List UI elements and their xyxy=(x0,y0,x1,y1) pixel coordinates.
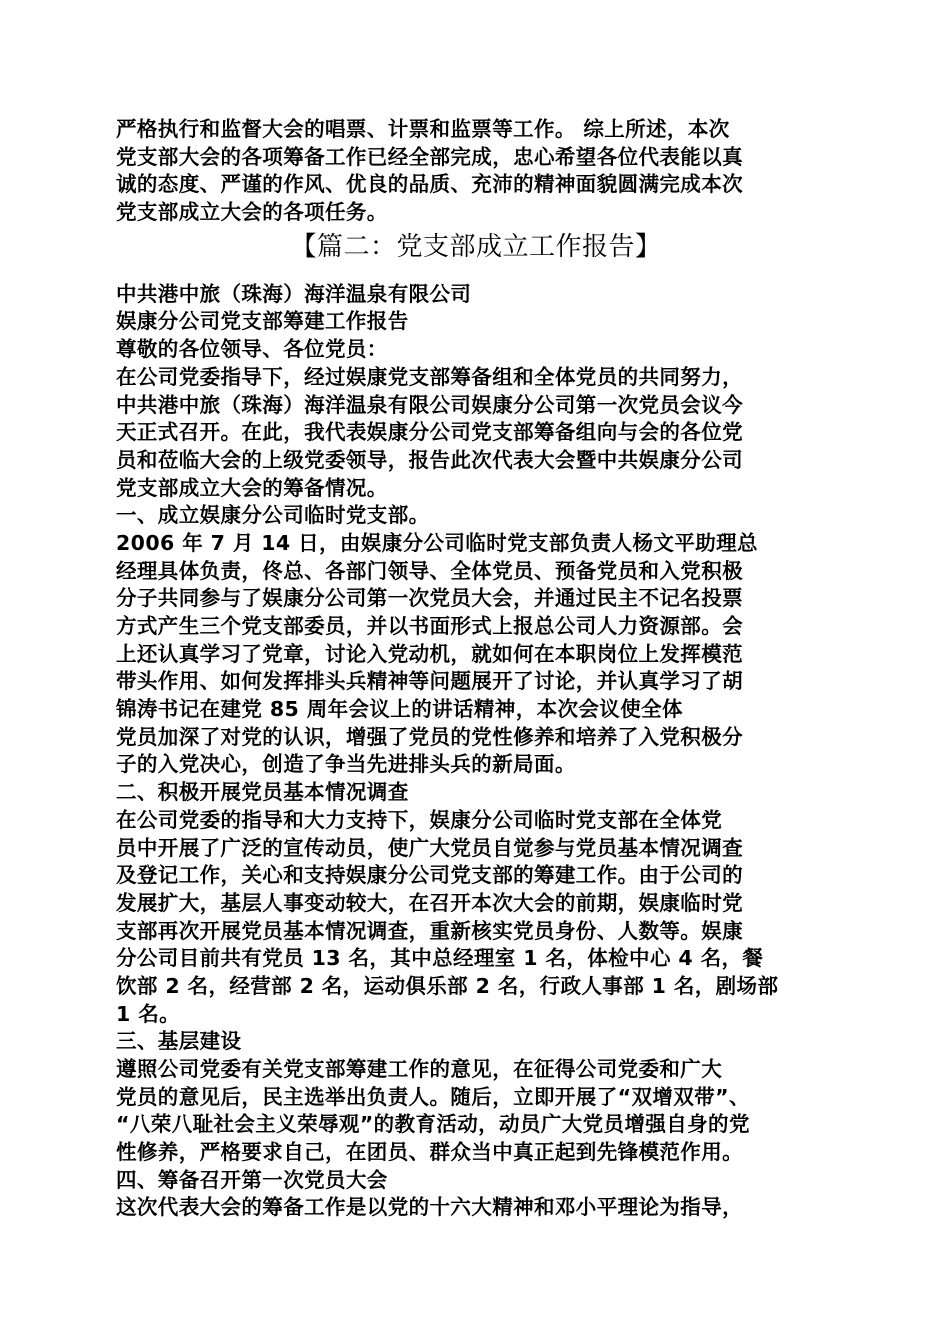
text-line: 分公司目前共有党员 13 名，其中总经理室 1 名，体检中心 4 名，餐 xyxy=(116,946,764,971)
text-line: “八荣八耻社会主义荣辱观”的教育活动，动员广大党员增强自身的党 xyxy=(116,1112,750,1137)
document-body xyxy=(116,116,836,1222)
heading-two-line: 二、积极开展党员基本情况调查 xyxy=(116,780,409,805)
text-line: 员中开展了广泛的宣传动员，使广大党员自觉参与党员基本情况调查 xyxy=(116,835,743,860)
text-line: 在公司党委指导下，经过娱康党支部筹备组和全体党员的共同努力， xyxy=(116,364,743,389)
text-line: 在公司党委的指导和大力支持下，娱康分公司临时党支部在全体党 xyxy=(116,807,723,832)
text-line: 1 名。 xyxy=(116,1001,181,1026)
text-line: 中共港中旅（珠海）海洋温泉有限公司娱康分公司第一次党员会议今 xyxy=(116,392,743,417)
text-line: 子的入党决心，创造了争当先进排头兵的新局面。 xyxy=(116,752,576,777)
text-line: 锦涛书记在建党 85 周年会议上的讲话精神，本次会议使全体 xyxy=(116,697,683,722)
text-line: 带头作用、如何发挥排头兵精神等问题展开了讨论，并认真学习了胡 xyxy=(116,669,743,694)
text-line: 员和莅临大会的上级党委领导，报告此次代表大会暨中共娱康分公司 xyxy=(116,447,743,472)
text-line: 方式产生三个党支部委员，并以书面形式上报总公司人力资源部。会 xyxy=(116,614,743,638)
text-line: 党支部成立大会的各项任务。 xyxy=(116,200,388,225)
text-line: 遵照公司党委有关党支部筹建工作的意见，在征得公司党委和广大 xyxy=(116,1057,723,1081)
text-line: 发展扩大，基层人事变动较大，在召开本次大会的前期，娱康临时党 xyxy=(116,890,743,915)
section-title: 【篇二：党支部成立工作报告】 xyxy=(290,231,662,262)
text-line: 党支部成立大会的筹备情况。 xyxy=(116,475,388,500)
section-one-text xyxy=(116,116,836,227)
heading-four-line: 四、筹备召开第一次党员大会 xyxy=(116,1167,388,1192)
text-line: 天正式召开。在此，我代表娱康分公司党支部筹备组向与会的各位党 xyxy=(116,420,743,445)
text-line: 党支部大会的各项筹备工作已经全部完成，忠心希望各位代表能以真 xyxy=(116,144,743,169)
section-two-text xyxy=(116,281,836,1222)
text-line: 诚的态度、严谨的作风、优良的品质、充沛的精神面貌圆满完成本次 xyxy=(116,172,743,197)
text-line: 这次代表大会的筹备工作是以党的十六大精神和邓小平理论为指导， xyxy=(116,1195,743,1220)
text-line: 党员加深了对党的认识，增强了党员的党性修养和培养了入党积极分 xyxy=(116,724,743,749)
report-title-line: 娱康分公司党支部筹建工作报告 xyxy=(116,309,409,334)
text-line: 饮部 2 名，经营部 2 名，运动俱乐部 2 名，行政人事部 1 名，剧场部 xyxy=(116,973,779,998)
text-line: 支部再次开展党员基本情况调查，重新核实党员身份、人数等。娱康 xyxy=(116,918,743,943)
heading-one-line: 一、成立娱康分公司临时党支部。 xyxy=(116,503,430,528)
text-line: 党员的意见后，民主选举出负责人。随后，立即开展了“双增双带”、 xyxy=(116,1084,750,1109)
text-line: 及登记工作，关心和支持娱康分公司党支部的筹建工作。由于公司的 xyxy=(116,863,743,888)
text-line: 2006 年 7 月 14 日，由娱康分公司临时党支部负责人杨文平助理总 xyxy=(116,530,758,555)
salutation-line: 尊敬的各位领导、各位党员： xyxy=(116,337,388,362)
text-line: 严格执行和监督大会的唱票、计票和监票等工作。 综上所述，本次 xyxy=(116,117,730,141)
heading-three-line: 三、基层建设 xyxy=(116,1029,242,1054)
text-line: 分子共同参与了娱康分公司第一次党员大会，并通过民主不记名投票 xyxy=(116,586,743,611)
text-line: 上还认真学习了党章，讨论入党动机，就如何在本职岗位上发挥模范 xyxy=(116,641,743,666)
company-name-line: 中共港中旅（珠海）海洋温泉有限公司 xyxy=(116,281,472,306)
text-line: 性修养，严格要求自己，在团员、群众当中真正起到先锋模范作用。 xyxy=(116,1140,743,1165)
text-line: 经理具体负责，佟总、各部门领导、全体党员、预备党员和入党积极 xyxy=(116,558,743,583)
